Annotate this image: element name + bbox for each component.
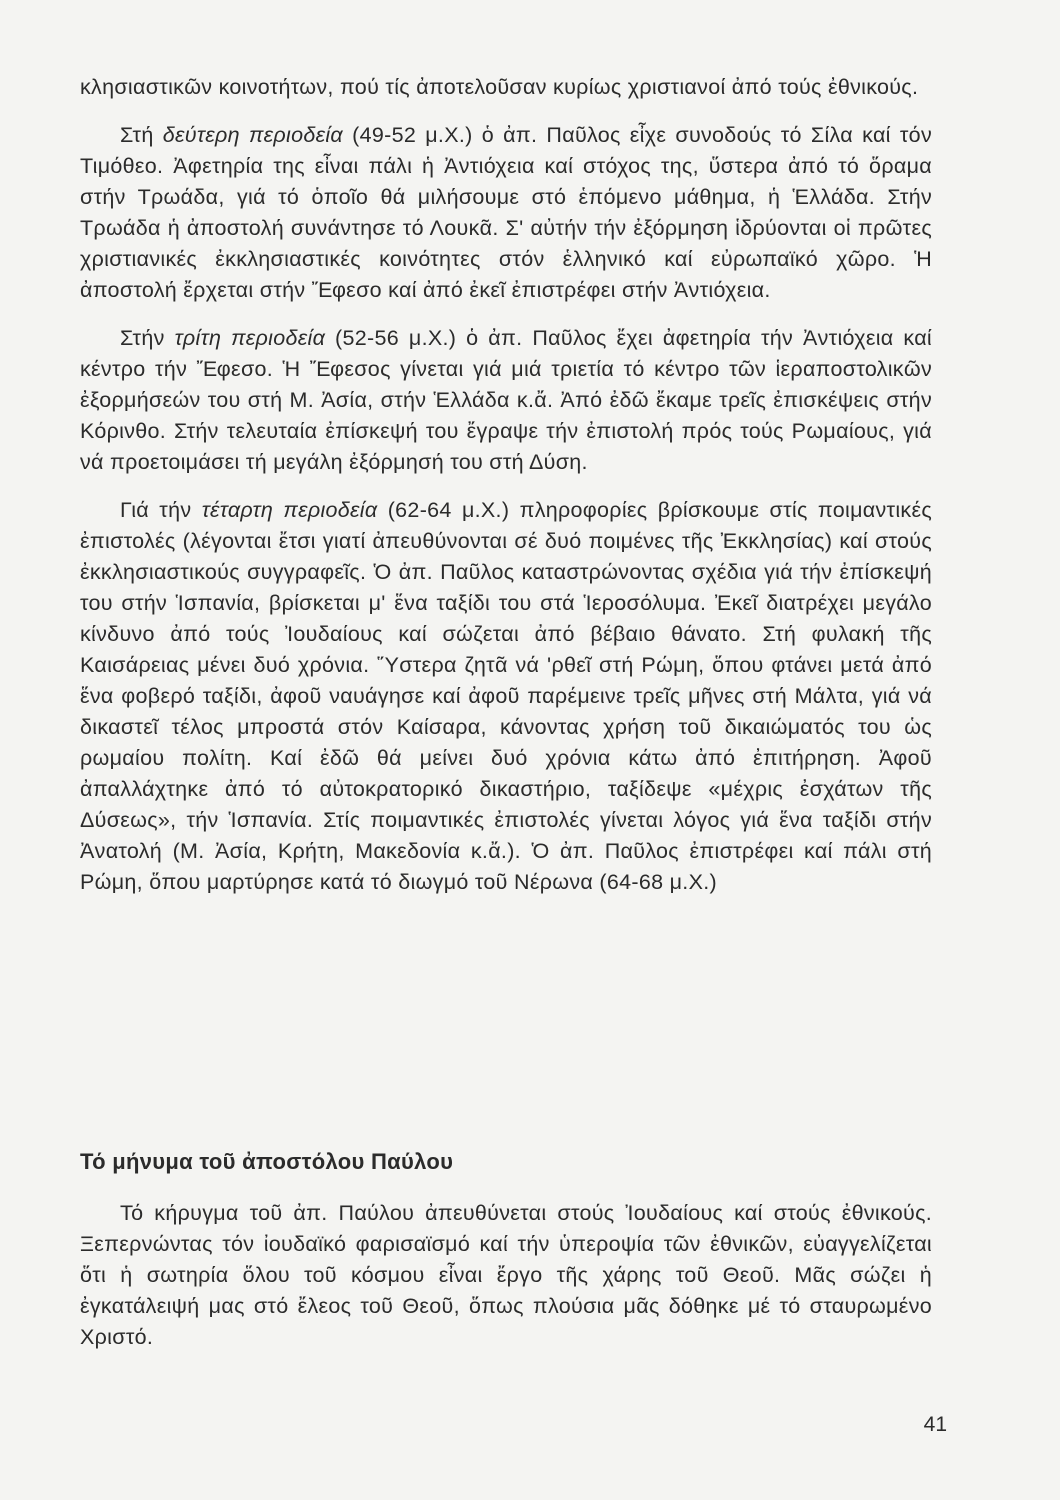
- body-text-upper: [80, 72, 932, 898]
- para2-lead: Στή: [120, 123, 163, 147]
- para3-italic-term: τρίτη περιοδεία: [174, 326, 326, 350]
- paragraph-second-journey: [80, 120, 932, 306]
- para2-italic-term: δεύτερη περιοδεία: [162, 123, 343, 147]
- para3-lead: Στήν: [120, 326, 175, 350]
- para4-italic-term: τέταρτη περιοδεία: [201, 498, 378, 522]
- para4-lead: Γιά τήν: [120, 498, 202, 522]
- para4-body: (62-64 μ.Χ.) πληροφορίες βρίσκουμε στίς ποιμαντικές ἐπιστολές (λέγονται ἔτσι γιατί ἀπευθύνονται σέ δυό ποιμένες τῆς Ἐκκλησίας) καί στούς ἐκκλησιαστικούς συγγραφεῖς. Ὁ ἀπ. Παῦλος καταστρώνοντας σχέδια γιά τήν ἐπίσκεψή του στήν Ἱσπανία, βρίσκεται μ' ἕνα ταξίδι του στά Ἱεροσόλυμα. Ἐκεῖ διατρέχει μεγάλο κίνδυνο ἀπό τούς Ἰουδαίους καί σώζεται ἀπό βέβαιο θάνατο. Στή φυλακή τῆς Καισάρειας μένει δυό χρόνια. Ὕστερα ζητᾶ νά 'ρθεῖ στή Ρώμη, ὅπου φτάνει μετά ἀπό ἕνα φοβερό ταξίδι, ἀφοῦ ναυάγησε καί ἀφοῦ παρέμεινε τρεῖς μῆνες στή Μάλτα, γιά νά δικαστεῖ τέλος μπροστά στόν Καίσαρα, κάνοντας χρήση τοῦ δικαιώματός του ὡς ρωμαίου πολίτη. Καί ἐδῶ θά μείνει δυό χρόνια κάτω ἀπό ἐπιτήρηση. Ἀφοῦ ἀπαλλάχτηκε ἀπό τό αὐτοκρατορικό δικαστήριο, ταξίδεψε «μέχρις ἐσχάτων τῆς Δύσεως», τήν Ἱσπανία. Στίς ποιμαντικές ἐπιστολές γίνεται λόγος γιά ἕνα ταξίδι στήν Ἀνατολή (Μ. Ἀσία, Κρήτη, Μακεδονία κ.ἄ.). Ὁ ἀπ. Παῦλος ἐπιστρέφει καί πάλι στή Ρώμη, ὅπου μαρτύρησε κατά τό διωγμό τοῦ Νέρωνα (64-68 μ.Χ.): [80, 498, 933, 894]
- paragraph-fourth-journey: [80, 495, 932, 898]
- para3-body: (52-56 μ.Χ.) ὁ ἀπ. Παῦλος ἔχει ἀφετηρία τήν Ἀντιόχεια καί κέντρο τήν Ἔφεσο. Ἡ Ἔφεσος γίνεται γιά μιά τριετία τό κέντρο τῶν ἱεραποστολικῶν ἐξορμήσεών του στή Μ. Ἀσία, στήν Ἑλλάδα κ.ἄ. Ἀπό ἐδῶ ἔκαμε τρεῖς ἐπισκέψεις στήν Κόρινθο. Στήν τελευταία ἐπίσκεψή του ἔγραψε τήν ἐπιστολή πρός τούς Ρωμαίους, γιά νά προετοιμάσει τή μεγάλη ἐξόρμησή του στή Δύση.: [80, 326, 933, 474]
- para2-body: (49-52 μ.Χ.) ὁ ἀπ. Παῦλος εἶχε συνοδούς τό Σίλα καί τόν Τιμόθεο. Ἀφετηρία της εἶναι πάλι ἡ Ἀντιόχεια καί στόχος της, ὕστερα ἀπό τό ὅραμα στήν Τρωάδα, γιά τό ὁποῖο θά μιλήσουμε στό ἑπόμενο μάθημα, ἡ Ἑλλάδα. Στήν Τρωάδα ἡ ἀποστολή συνάντησε τό Λουκᾶ. Σ' αὐτήν τήν ἐξόρμηση ἱδρύονται οἱ πρῶτες χριστιανικές ἐκκλησιαστικές κοινότητες στόν ἑλληνικό καί εὐρωπαϊκό χῶρο. Ἡ ἀποστολή ἔρχεται στήν Ἔφεσο καί ἀπό ἐκεῖ ἐπιστρέφει στήν Ἀντιόχεια.: [80, 123, 932, 302]
- paragraph-message: Τό κήρυγμα τοῦ ἀπ. Παύλου ἀπευθύνεται στούς Ἰουδαίους καί στούς ἐθνικούς. Ξεπερνώντας τόν ἰουδαϊκό φαρισαϊσμό καί τήν ὑπεροψία τῶν ἐθνικῶν, εὐαγγελίζεται ὅτι ἡ σωτηρία ὅλου τοῦ κόσμου εἶναι ἔργο τῆς χάρης τοῦ Θεοῦ. Μᾶς σώζει ἡ ἐγκατάλειψή μας στό ἔλεος τοῦ Θεοῦ, ὅπως πλούσια μᾶς δόθηκε μέ τό σταυρωμένο Χριστό.: [80, 1201, 932, 1349]
- paragraph-continuation: κλησιαστικῶν κοινοτήτων, πού τίς ἀποτελοῦσαν κυρίως χριστιανοί ἀπό τούς ἐθνικούς.: [80, 75, 919, 99]
- paragraph-third-journey: [80, 323, 932, 478]
- page-number: 41: [923, 1413, 947, 1436]
- section-heading: Τό μήνυμα τοῦ ἀποστόλου Παύλου: [80, 1149, 454, 1174]
- body-text-lower: [80, 1198, 932, 1353]
